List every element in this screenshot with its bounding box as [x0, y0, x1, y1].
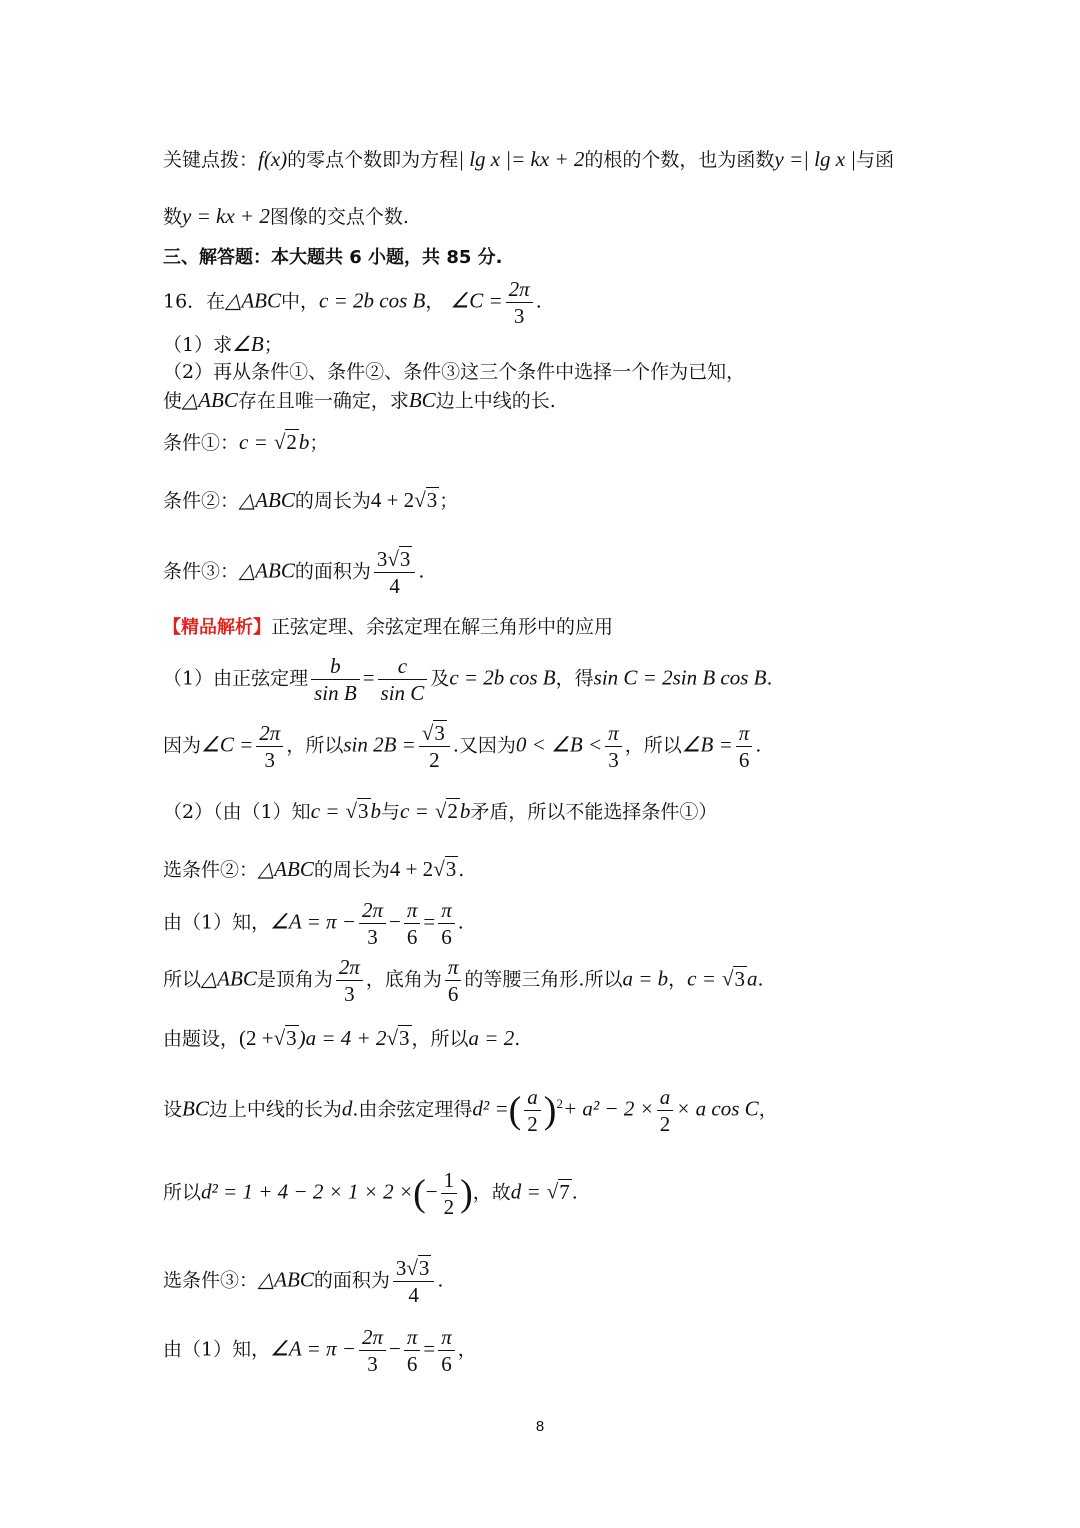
text: 及	[430, 667, 450, 690]
text: ；	[263, 334, 283, 356]
text: ，	[668, 968, 688, 991]
text: 正弦定理、余弦定理在解三角形中的应用	[271, 616, 614, 638]
text: .	[535, 290, 542, 313]
math: b	[298, 430, 310, 454]
math: △ABC	[201, 966, 257, 991]
math: a = 2	[468, 1026, 515, 1050]
text: （1）求	[163, 334, 233, 356]
text: 边上中线的长为	[208, 1098, 342, 1121]
math: △ABC	[239, 558, 295, 583]
text: ，底角为	[365, 968, 442, 991]
text: 的等腰三角形.所以	[464, 968, 623, 991]
text: ，	[758, 1098, 778, 1121]
text: （1）由正弦定理	[163, 667, 309, 690]
math: ∠A = π −	[270, 1336, 356, 1361]
text: 与	[381, 801, 401, 823]
math: ∠B =	[681, 732, 733, 757]
fraction: $\frac{3√3}{4}$	[374, 546, 416, 599]
math: ∠C =	[201, 732, 254, 757]
math: ∠B	[232, 332, 264, 356]
text: 选条件③：	[163, 1269, 259, 1292]
math: c =	[310, 799, 340, 823]
text: .	[457, 911, 464, 934]
solution-line-5: 由（1）知，∠A = π − $\frac{2\pi}{3}$ − $\frac{\pi}{6}$ = $\frac{\pi}{6}$ .	[163, 898, 464, 949]
fraction: $\frac{1}{2}$	[441, 1167, 458, 1220]
solution-line-2	[163, 720, 1020, 773]
text: .	[458, 859, 465, 881]
math: f(x)	[258, 147, 288, 171]
solution-line-9: 所以d² = 1 + 4 − 2 × 1 × 2 ×(− $\frac{1}{2}$ )，故d = √7 .	[163, 1168, 578, 1219]
question-part-2: （2）再从条件①、条件②、条件③这三个条件中选择一个作为已知，	[163, 361, 746, 383]
key-hint-line-2	[163, 202, 1020, 231]
fraction: $\frac{\pi}{6}$	[445, 954, 462, 1007]
text: 矛盾，所以不能选择条件①）	[470, 801, 718, 823]
text: 所以	[163, 968, 202, 991]
radicand: 2	[286, 430, 297, 454]
text: 的面积为	[294, 560, 371, 583]
math: BC	[408, 388, 436, 412]
text: 由（1）知，	[163, 1338, 271, 1361]
text: 由（1）知，	[163, 911, 271, 934]
math: 4 + 2	[370, 488, 415, 512]
math: | lg x |= kx + 2	[458, 147, 585, 171]
solution-line-3: （2）（由（1）知c = √3b与c = √2b矛盾，所以不能选择条件①）	[163, 799, 718, 823]
math: y =| lg x |	[774, 147, 857, 171]
solution-line-1: （1）由正弦定理 $\frac{b}{\text{sin B}}$ = $\frac{c}{\text{sin C}}$ 及c = 2b cos B，得sin C = 2sin B cos B.	[163, 654, 773, 705]
fraction: $\frac{a}{2}$	[524, 1084, 541, 1137]
math: c =	[687, 966, 716, 991]
math: d =	[510, 1179, 541, 1204]
math: 0 < ∠B <	[515, 732, 603, 757]
text: 存在且唯一确定，求	[237, 390, 409, 412]
math: d² =	[472, 1096, 509, 1121]
fraction: $\frac{a}{2}$	[657, 1084, 674, 1137]
text: .	[766, 667, 773, 690]
text: .	[437, 1269, 444, 1292]
fraction: $\frac{c}{\text{sin C}}$	[378, 653, 428, 706]
text: .	[418, 560, 425, 583]
fraction: $\frac{\pi}{6}$	[736, 720, 753, 773]
question-part-2-cont	[163, 386, 1020, 415]
text: .	[757, 968, 764, 991]
section-heading: 三、解答题：本大题共 6 小题，共 85 分.	[163, 247, 503, 268]
fraction: $\frac{\pi}{3}$	[605, 720, 622, 773]
text: 边上中线的长.	[435, 390, 556, 412]
text: 条件①：	[163, 432, 240, 454]
text: （2）（由（1）知	[163, 801, 311, 823]
solution-line-7: 由题设，(2 +√3)a = 4 + 2√3 ，所以a = 2.	[163, 1026, 521, 1050]
text: 的根的个数，也为函数	[584, 149, 775, 171]
text: ，所以	[286, 734, 344, 757]
text: ，	[457, 1338, 477, 1361]
condition-3	[163, 546, 1020, 599]
solution-line-8: 设BC边上中线的长为d.由余弦定理得d² =( $\frac{a}{2}$ )$^2$+ a² − 2 × $\frac{a}{2}$ × a cos C，	[163, 1085, 778, 1136]
text: 条件②：	[163, 490, 240, 512]
math: sin 2B =	[343, 732, 416, 757]
question-part-1	[163, 330, 1020, 359]
math: △ABC	[225, 288, 281, 313]
text: ，所以	[411, 1028, 469, 1050]
text: 与函	[856, 149, 895, 171]
text: 的零点个数即为方程	[287, 149, 459, 171]
page-number: 8	[535, 1418, 545, 1435]
text: 的周长为	[313, 859, 390, 881]
math: sin C = 2sin B cos B	[593, 665, 767, 690]
text: 图像的交点个数.	[269, 206, 409, 228]
fraction: $\frac{\pi}{6}$	[404, 897, 421, 950]
solution-line-4: 选条件②：△ABC的周长为4 + 2√3 .	[163, 857, 465, 881]
text: .由余弦定理得	[352, 1098, 473, 1121]
text: 16．在	[163, 290, 226, 313]
radicand: 3	[426, 488, 438, 512]
text: ；	[309, 432, 329, 454]
math: d² = 1 + 4 − 2 × 1 × 2 ×	[201, 1179, 414, 1204]
text: 中，	[281, 290, 320, 313]
math: △ABC	[258, 1267, 314, 1292]
fraction: $\frac{2\pi}{3}$	[359, 897, 386, 950]
math: c = 2b cos B	[319, 288, 426, 313]
fraction: $\frac{2\pi}{3}$	[506, 276, 533, 329]
solution-line-10	[163, 1255, 1020, 1308]
fraction: $\frac{2\pi}{3}$	[359, 1324, 386, 1377]
math: BC	[182, 1096, 209, 1121]
fraction: $\frac{\pi}{6}$	[438, 897, 455, 950]
solution-line-6: 所以△ABC是顶角为 $\frac{2\pi}{3}$ ，底角为 $\frac{\pi}{6}$ 的等腰三角形.所以a = b，c = √3a.	[163, 955, 764, 1006]
text: ；	[439, 490, 459, 512]
math: ∠C =	[450, 288, 503, 313]
condition-2: 条件②：△ABC的周长为4 + 2√3 ；	[163, 488, 459, 512]
question-16	[163, 276, 1020, 329]
text: 使	[163, 390, 183, 412]
text: .	[755, 734, 762, 757]
text: 选条件②：	[163, 859, 259, 881]
math: △ABC	[258, 857, 314, 881]
text: 因为	[163, 734, 202, 757]
text: 关键点拨：	[163, 149, 259, 171]
text: 的面积为	[313, 1269, 390, 1292]
analysis-tag: 【精品解析】	[163, 617, 271, 638]
analysis-heading	[163, 613, 1020, 642]
math: y = kx + 2	[182, 204, 270, 228]
condition-1: 条件①：c = √2b；	[163, 430, 329, 454]
text: .又因为	[452, 734, 516, 757]
text: 条件③：	[163, 560, 240, 583]
math: c =	[400, 799, 429, 823]
math: c =	[239, 430, 268, 454]
text: .	[571, 1181, 578, 1204]
fraction: $\frac{\pi}{6}$	[404, 1324, 421, 1377]
fraction: $\frac{2\pi}{3}$	[256, 720, 283, 773]
text: 所以	[163, 1181, 202, 1204]
math: a = b	[622, 966, 669, 991]
math: d	[341, 1096, 353, 1121]
text: 是顶角为	[256, 968, 333, 991]
text: ，	[425, 290, 445, 313]
math: △ABC	[239, 488, 295, 512]
text: 由题设，	[163, 1028, 240, 1050]
text: 设	[163, 1098, 183, 1121]
key-hint-line-1	[163, 145, 1020, 174]
math: ∠A = π −	[270, 909, 356, 934]
math: △ABC	[182, 388, 238, 412]
text: ，所以	[624, 734, 682, 757]
fraction: $\frac{√3}{2}$	[419, 720, 450, 773]
text: .	[514, 1028, 521, 1050]
text: ，得	[555, 667, 594, 690]
fraction: $\frac{b}{\text{sin B}}$	[311, 653, 360, 706]
fraction: $\frac{3√3}{4}$	[393, 1255, 435, 1308]
fraction: $\frac{\pi}{6}$	[438, 1324, 455, 1377]
fraction: $\frac{2\pi}{3}$	[336, 954, 363, 1007]
math: c = 2b cos B	[449, 665, 556, 690]
text: 的周长为	[294, 490, 371, 512]
text: 数	[163, 206, 183, 228]
text: ，故	[472, 1181, 511, 1204]
solution-line-11: 由（1）知，∠A = π − $\frac{2\pi}{3}$ − $\frac{\pi}{6}$ = $\frac{\pi}{6}$ ，	[163, 1325, 477, 1376]
